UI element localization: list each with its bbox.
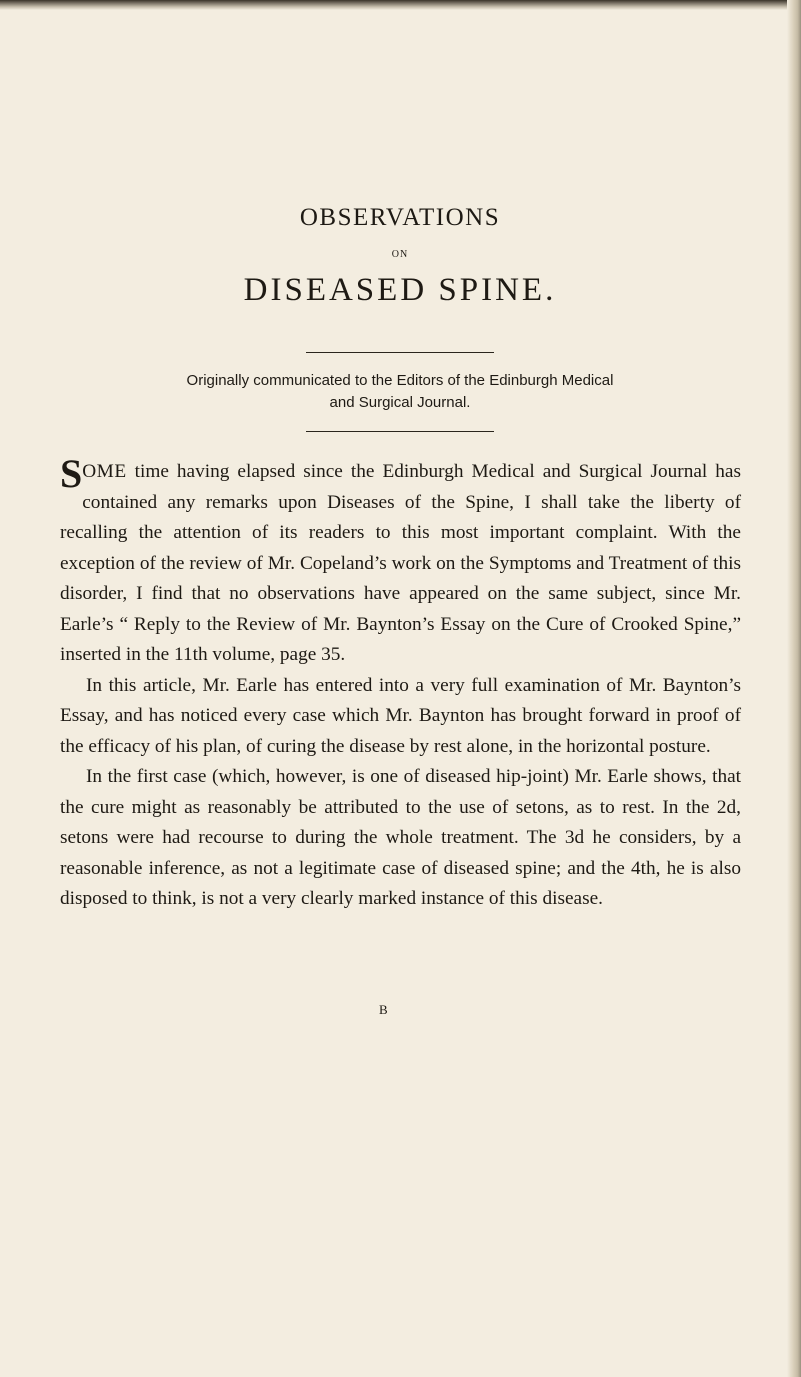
document-page: [60, 0, 740, 1377]
title-on: ON: [391, 249, 409, 260]
body-text: [60, 451, 741, 915]
origin-note-line-1: Originally communicated to the Editors of the Edinburgh Medical: [186, 372, 614, 389]
origin-note: [60, 370, 740, 414]
divider-top: [306, 352, 494, 353]
divider-bottom: [306, 431, 494, 432]
drop-cap: S: [60, 451, 83, 496]
title-diseased-spine: DISEASED SPINE.: [243, 272, 557, 308]
origin-note-line-2: and Surgical Journal.: [329, 394, 471, 411]
opening-caps: OME: [82, 461, 127, 482]
signature-mark: B: [379, 1002, 388, 1017]
page-binding-edge: [787, 0, 801, 1377]
paragraph-2: In this article, Mr. Earle has entered into a very full examination of Mr. Baynton’s Essay, and has noticed every case which Mr. Baynton has brought forward in proof of the efficacy of his plan, of curing the disease by rest alone, in the horizontal posture.: [60, 674, 741, 757]
title-observations: OBSERVATIONS: [299, 204, 501, 231]
paragraph-3: In the first case (which, however, is one of diseased hip-joint) Mr. Earle shows, that the cure might as reasonably be attributed to the use of setons, as to rest. In the 2d, setons were had recourse to during the whole treatment. The 3d he considers, by a reasonable inference, as not a legitimate case of diseased spine; and the 4th, he is also disposed to think, is not a very clearly marked instance of this disease.: [60, 766, 741, 909]
paragraph-1: [60, 451, 741, 671]
paragraph-1-text: time having elapsed since the Edinburgh Medical and Surgical Journal has contained any remarks upon Diseases of the Spine, I shall take the liberty of recalling the attention of its readers to this most important complaint. With the exception of the review of Mr. Copeland’s work on the Symptoms and Treatment of this disorder, I find that no observations have appeared on the same subject, since Mr. Earle’s “ Reply to the Review of Mr. Baynton’s Essay on the Cure of Crooked Spine,” inserted in the 11th volume, page 35.: [60, 461, 741, 665]
